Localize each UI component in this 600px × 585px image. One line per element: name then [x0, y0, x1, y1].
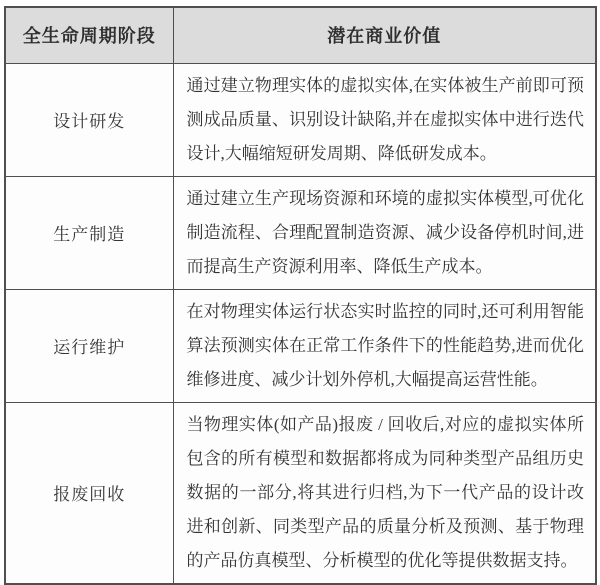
header-potential-value: 潜在商业价值 — [173, 7, 596, 63]
value-cell-design-rd: 通过建立物理实体的虚拟实体,在实体被生产前即可预测成品质量、识别设计缺陷,并在虚拟实体中进行迭代设计,大幅缩短研发周期、降低研发成本。 — [173, 63, 596, 176]
header-lifecycle-stage: 全生命周期阶段 — [5, 7, 173, 63]
table-row-design-rd — [5, 63, 596, 176]
stage-cell-operation-maintenance: 运行维护 — [5, 289, 173, 402]
table-row-scrap-recycle — [5, 402, 596, 584]
table-row-manufacturing — [5, 176, 596, 289]
stage-cell-design-rd: 设计研发 — [5, 63, 173, 176]
value-cell-operation-maintenance: 在对物理实体运行状态实时监控的同时,还可利用智能算法预测实体在正常工作条件下的性能趋势,进而优化维修进度、减少计划外停机,大幅提高运营性能。 — [173, 289, 596, 402]
stage-cell-manufacturing: 生产制造 — [5, 176, 173, 289]
lifecycle-value-table — [4, 6, 597, 585]
value-cell-scrap-recycle: 当物理实体(如产品)报废 / 回收后,对应的虚拟实体所包含的所有模型和数据都将成为同种类型产品组历史数据的一部分,将其进行归档,为下一代产品的设计改进和创新、同类型产品的质量分析及预测、基于物理的产品仿真模型、分析模型的优化等提供数据支持。 — [173, 402, 596, 584]
value-cell-manufacturing: 通过建立生产现场资源和环境的虚拟实体模型,可优化制造流程、合理配置制造资源、减少设备停机时间,进而提高生产资源利用率、降低生产成本。 — [173, 176, 596, 289]
stage-cell-scrap-recycle: 报废回收 — [5, 402, 173, 584]
table-row-operation-maintenance — [5, 289, 596, 402]
table-header-row — [5, 7, 596, 63]
